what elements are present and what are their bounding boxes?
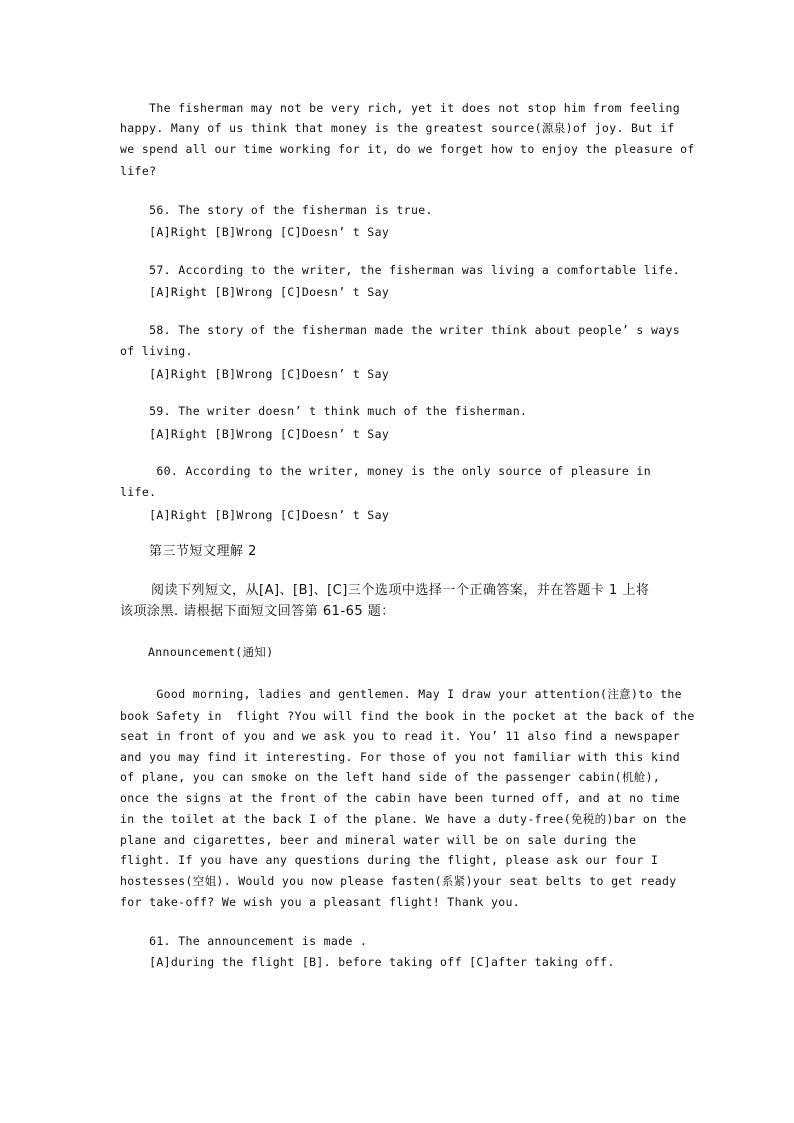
question-59-options: [A]Right [B]Wrong [C]Doesn’ t Say [120, 427, 390, 441]
passage2-line: hostesses(空姐). Would you now please fasten(系紧)your seat belts to get ready [120, 874, 677, 888]
passage-line: we spend all our time working for it, do we forget how to enjoy the pleasure of [120, 142, 695, 156]
passage2-line: flight. If you have any questions during the flight, please ask our four I [120, 853, 659, 867]
passage2-line: seat in front of you and we ask you to read it. You’ 11 also find a newspaper [120, 729, 681, 743]
question-58: 58. The story of the fisherman made the writer think about people’ s ways [120, 323, 681, 337]
instructions-line: 阅读下列短文，从[A]、[B]、[C]三个选项中选择一个正确答案，并在答题卡 1 上将 [151, 583, 650, 598]
section-heading: 第三节短文理解 2 [149, 544, 257, 559]
question-60-options: [A]Right [B]Wrong [C]Doesn’ t Say [120, 508, 390, 522]
question-58-options: [A]Right [B]Wrong [C]Doesn’ t Say [120, 367, 390, 381]
question-56-options: [A]Right [B]Wrong [C]Doesn’ t Say [120, 225, 390, 239]
passage2-line: and you may find it interesting. For those of you not familiar with this kind [120, 750, 681, 764]
question-57-options: [A]Right [B]Wrong [C]Doesn’ t Say [120, 285, 390, 299]
question-59: 59. The writer doesn’ t think much of the fisherman. [120, 404, 528, 418]
question-60: 60. According to the writer, money is the only source of pleasure in [120, 464, 651, 478]
passage-line: happy. Many of us think that money is the greatest source(源泉)of joy. But if [120, 121, 675, 135]
question-60-cont: life. [120, 485, 157, 499]
passage2-line: book Safety in flight ?You will find the book in the pocket at the back of the [120, 709, 695, 723]
question-56: 56. The story of the fisherman is true. [120, 203, 433, 217]
passage2-line: of plane, you can smoke on the left hand side of the passenger cabin(机舱), [120, 770, 661, 784]
passage-line: life? [120, 164, 157, 178]
passage-line: The fisherman may not be very rich, yet it does not stop him from feeling [120, 101, 681, 115]
instructions-line: 该项涂黑. 请根据下面短文回答第 61-65 题： [120, 604, 395, 619]
passage2-line: Good morning, ladies and gentlemen. May I draw your attention(注意)to the [120, 687, 682, 701]
question-61: 61. The announcement is made . [120, 934, 368, 948]
passage2-line: once the signs at the front of the cabin have been turned off, and at no time [120, 791, 681, 805]
passage2-line: in the toilet at the back I of the plane. We have a duty-free(免税的)bar on the [120, 812, 687, 826]
passage2-line: for take-off? We wish you a pleasant flight! Thank you. [120, 895, 521, 909]
question-58-cont: of living. [120, 344, 193, 358]
passage2-line: plane and cigarettes, beer and mineral water will be on sale during the [120, 833, 637, 847]
question-61-options: [A]during the flight [B]. before taking off [C]after taking off. [120, 955, 615, 969]
question-57: 57. According to the writer, the fisherman was living a comfortable life. [120, 263, 681, 277]
passage-title: Announcement(通知) [148, 645, 274, 659]
